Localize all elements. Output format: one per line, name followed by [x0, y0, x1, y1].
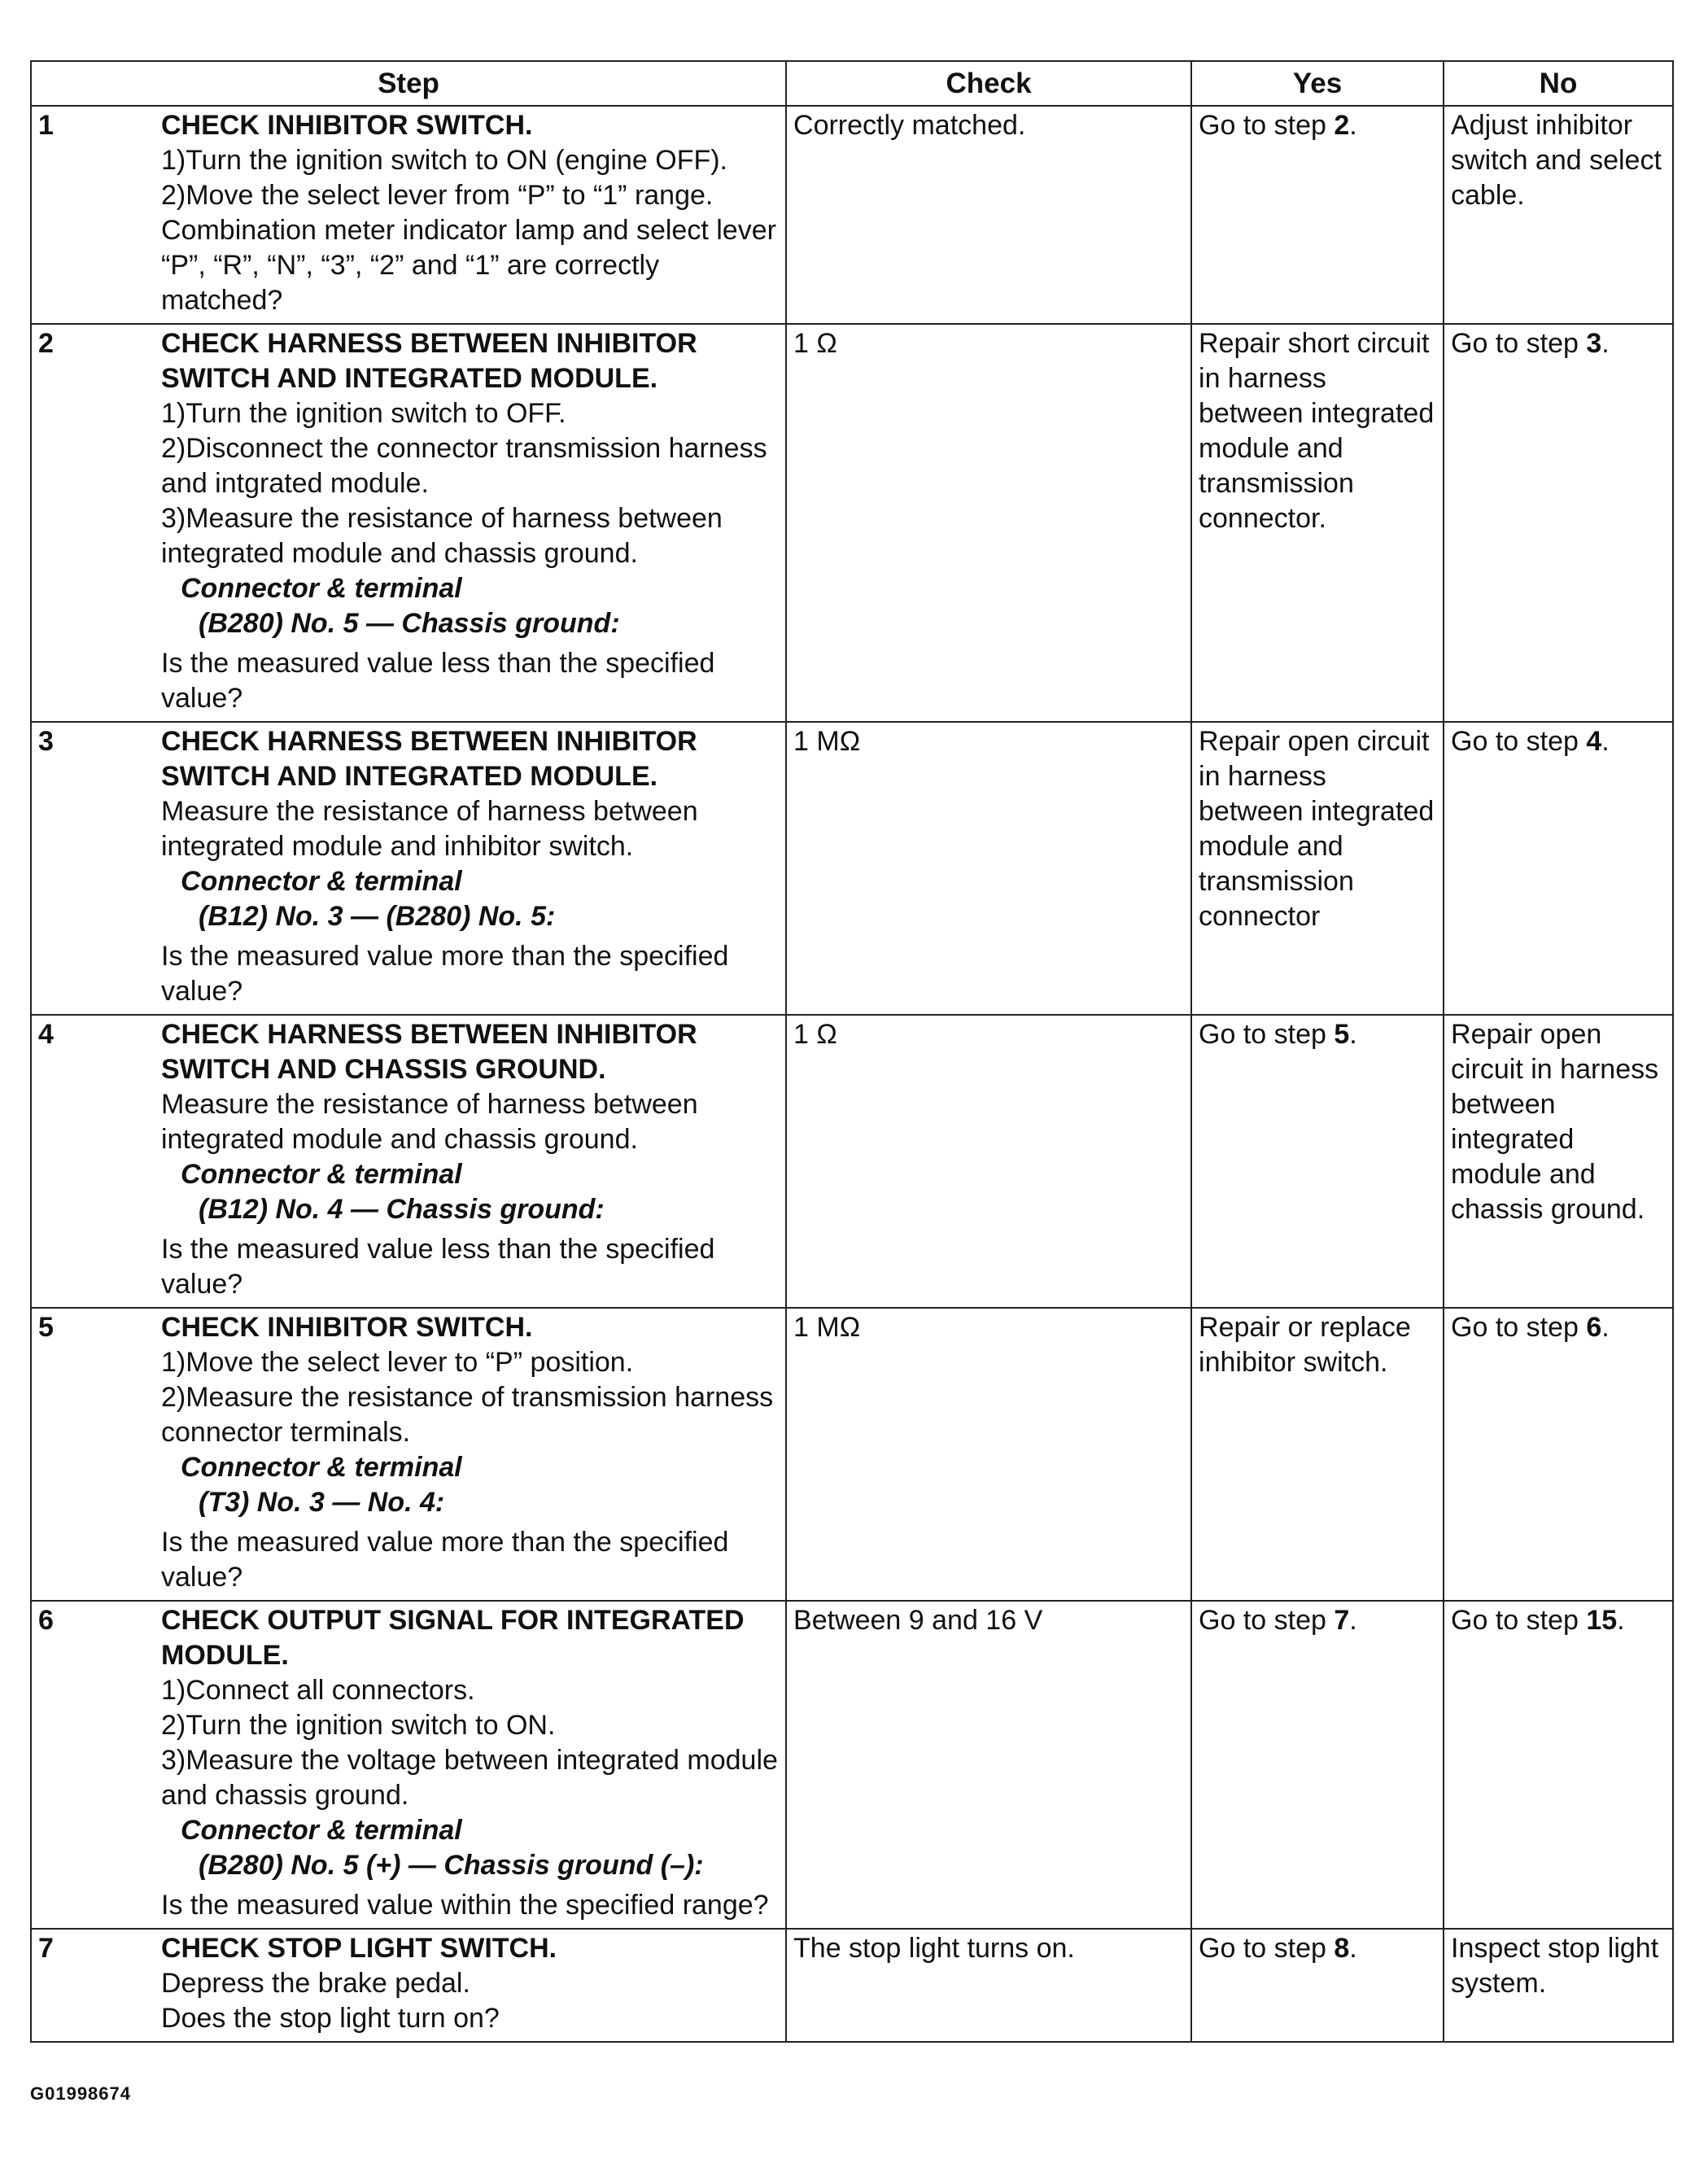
- step-instructions: [161, 1966, 779, 2001]
- step-cell: [155, 722, 786, 1015]
- yes-cell: [1191, 1601, 1444, 1929]
- no-text: Inspect stop light system.: [1451, 1933, 1659, 1999]
- yes-end: .: [1349, 1605, 1357, 1636]
- step-question: Is the measured value less than the specified value?: [161, 1234, 715, 1300]
- diagnostic-table-container: [30, 60, 1674, 2043]
- no-step-ref: 4: [1586, 726, 1602, 757]
- step-instructions: [161, 396, 779, 571]
- step-question: Is the measured value more than the specified value?: [161, 1527, 729, 1593]
- step-title: CHECK STOP LIGHT SWITCH.: [161, 1933, 557, 1964]
- yes-end: .: [1349, 1019, 1357, 1050]
- check-cell: [786, 324, 1191, 722]
- step-cell: [155, 324, 786, 722]
- connector-terminal-value: (B280) No. 5 (+) — Chassis ground (–):: [199, 1850, 704, 1881]
- step-cell: [155, 1015, 786, 1308]
- step-question: Combination meter indicator lamp and select lever “P”, “R”, “N”, “3”, “2” and “1” are correctly matched?: [161, 215, 776, 316]
- header-step: Step: [31, 61, 786, 106]
- step-title: CHECK HARNESS BETWEEN INHIBITOR SWITCH AND INTEGRATED MODULE.: [161, 726, 697, 792]
- step-title: CHECK INHIBITOR SWITCH.: [161, 1312, 533, 1343]
- check-cell: [786, 1601, 1191, 1929]
- instruction-line: 1)Move the select lever to “P” position.: [161, 1347, 634, 1378]
- no-end: .: [1617, 1605, 1625, 1636]
- step-number-text: 4: [38, 1019, 54, 1050]
- no-end: .: [1601, 726, 1610, 757]
- check-value: 1 Ω: [793, 328, 837, 359]
- yes-end: .: [1349, 1933, 1357, 1964]
- no-step-ref: 6: [1586, 1312, 1602, 1343]
- step-instructions: [161, 1673, 779, 1813]
- step-title: CHECK INHIBITOR SWITCH.: [161, 110, 533, 141]
- no-end: .: [1601, 328, 1610, 359]
- step-number-text: 2: [38, 328, 54, 359]
- table-body: [31, 106, 1673, 2042]
- step-number: [31, 722, 155, 1015]
- no-end: .: [1601, 1312, 1610, 1343]
- step-number: [31, 106, 155, 324]
- yes-text: Repair or replace inhibitor switch.: [1199, 1312, 1411, 1378]
- instruction-line: 1)Connect all connectors.: [161, 1675, 475, 1706]
- step-number-text: 3: [38, 726, 54, 757]
- step-title: CHECK OUTPUT SIGNAL FOR INTEGRATED MODULE.: [161, 1605, 745, 1671]
- connector-terminal-block: [161, 1450, 779, 1520]
- diagnostic-table: [30, 60, 1674, 2043]
- no-cell: [1444, 106, 1673, 324]
- header-row: [31, 61, 1673, 106]
- yes-text: Go to step: [1199, 1019, 1335, 1050]
- yes-cell: [1191, 1308, 1444, 1601]
- yes-text: Go to step: [1199, 1933, 1335, 1964]
- yes-step-ref: 2: [1334, 110, 1350, 141]
- check-cell: [786, 1015, 1191, 1308]
- check-value: 1 MΩ: [793, 1312, 861, 1343]
- table-row: [31, 324, 1673, 722]
- instruction-line: 1)Turn the ignition switch to ON (engine OFF).: [161, 145, 728, 176]
- step-cell: [155, 1929, 786, 2042]
- no-cell: [1444, 1601, 1673, 1929]
- yes-step-ref: 7: [1334, 1605, 1350, 1636]
- instruction-line: 2)Measure the resistance of transmission harness connector terminals.: [161, 1382, 774, 1448]
- connector-terminal-value: (B280) No. 5 — Chassis ground:: [199, 608, 620, 639]
- instruction-line: 2)Move the select lever from “P” to “1” range.: [161, 180, 714, 211]
- connector-terminal-label: Connector & terminal: [181, 1815, 462, 1846]
- step-question: Is the measured value less than the specified value?: [161, 648, 715, 714]
- no-text: Go to step: [1451, 1312, 1587, 1343]
- no-cell: [1444, 1015, 1673, 1308]
- instruction-line: Measure the resistance of harness between integrated module and chassis ground.: [161, 1089, 698, 1155]
- check-cell: [786, 722, 1191, 1015]
- step-number: [31, 1308, 155, 1601]
- check-value: Between 9 and 16 V: [793, 1605, 1043, 1636]
- check-cell: [786, 1929, 1191, 2042]
- yes-text: Go to step: [1199, 110, 1335, 141]
- instruction-line: 1)Turn the ignition switch to OFF.: [161, 398, 566, 429]
- no-text: Adjust inhibitor switch and select cable.: [1451, 110, 1662, 211]
- no-text: Go to step: [1451, 726, 1587, 757]
- header-yes: Yes: [1191, 61, 1444, 106]
- instruction-line: 2)Turn the ignition switch to ON.: [161, 1710, 556, 1741]
- yes-text: Repair open circuit in harness between integrated module and transmission connector: [1199, 726, 1435, 932]
- yes-text: Go to step: [1199, 1605, 1335, 1636]
- connector-terminal-value: (B12) No. 3 — (B280) No. 5:: [199, 901, 556, 932]
- step-instructions: [161, 1345, 779, 1450]
- step-number-text: 1: [38, 110, 54, 141]
- yes-cell: [1191, 106, 1444, 324]
- instruction-line: 3)Measure the voltage between integrated module and chassis ground.: [161, 1745, 778, 1811]
- step-question: Is the measured value within the specified range?: [161, 1890, 769, 1921]
- step-number-text: 5: [38, 1312, 54, 1343]
- table-row: [31, 1929, 1673, 2042]
- step-title: CHECK HARNESS BETWEEN INHIBITOR SWITCH AND INTEGRATED MODULE.: [161, 328, 697, 394]
- step-number-text: 7: [38, 1933, 54, 1964]
- table-row: [31, 106, 1673, 324]
- connector-terminal-block: [161, 571, 779, 641]
- instruction-line: 2)Disconnect the connector transmission harness and intgrated module.: [161, 433, 767, 499]
- header-no: No: [1444, 61, 1673, 106]
- instruction-line: Depress the brake pedal.: [161, 1968, 470, 1999]
- no-cell: [1444, 1308, 1673, 1601]
- no-cell: [1444, 324, 1673, 722]
- no-text: Go to step: [1451, 328, 1587, 359]
- connector-terminal-block: [161, 864, 779, 934]
- check-value: 1 Ω: [793, 1019, 837, 1050]
- step-instructions: [161, 794, 779, 864]
- step-number-text: 6: [38, 1605, 54, 1636]
- no-text: Go to step: [1451, 1605, 1587, 1636]
- no-step-ref: 3: [1586, 328, 1602, 359]
- check-cell: [786, 106, 1191, 324]
- check-value: Correctly matched.: [793, 110, 1026, 141]
- yes-end: .: [1349, 110, 1357, 141]
- step-cell: [155, 106, 786, 324]
- connector-terminal-label: Connector & terminal: [181, 1159, 462, 1190]
- connector-terminal-block: [161, 1157, 779, 1227]
- step-number: [31, 324, 155, 722]
- table-row: [31, 1015, 1673, 1308]
- connector-terminal-label: Connector & terminal: [181, 1452, 462, 1483]
- yes-text: Repair short circuit in harness between integrated module and transmission connector.: [1199, 328, 1435, 534]
- table-row: [31, 1308, 1673, 1601]
- step-instructions: [161, 1087, 779, 1157]
- check-value: The stop light turns on.: [793, 1933, 1075, 1964]
- no-cell: [1444, 1929, 1673, 2042]
- no-cell: [1444, 722, 1673, 1015]
- connector-terminal-value: (B12) No. 4 — Chassis ground:: [199, 1194, 605, 1225]
- step-number: [31, 1601, 155, 1929]
- step-cell: [155, 1601, 786, 1929]
- no-step-ref: 15: [1586, 1605, 1618, 1636]
- yes-cell: [1191, 1929, 1444, 2042]
- yes-step-ref: 5: [1334, 1019, 1350, 1050]
- instruction-line: Measure the resistance of harness between integrated module and inhibitor switch.: [161, 796, 698, 862]
- connector-terminal-label: Connector & terminal: [181, 866, 462, 897]
- yes-step-ref: 8: [1334, 1933, 1350, 1964]
- step-cell: [155, 1308, 786, 1601]
- yes-cell: [1191, 1015, 1444, 1308]
- step-question: Does the stop light turn on?: [161, 2003, 500, 2034]
- table-row: [31, 1601, 1673, 1929]
- step-instructions: [161, 143, 779, 213]
- connector-terminal-label: Connector & terminal: [181, 573, 462, 604]
- no-text: Repair open circuit in harness between integrated module and chassis ground.: [1451, 1019, 1659, 1225]
- figure-code: G01998674: [30, 2083, 131, 2104]
- instruction-line: 3)Measure the resistance of harness between integrated module and chassis ground.: [161, 503, 723, 569]
- step-question: Is the measured value more than the specified value?: [161, 941, 729, 1007]
- step-number: [31, 1015, 155, 1308]
- check-value: 1 MΩ: [793, 726, 861, 757]
- table-row: [31, 722, 1673, 1015]
- connector-terminal-block: [161, 1813, 779, 1883]
- yes-cell: [1191, 722, 1444, 1015]
- header-check: Check: [786, 61, 1191, 106]
- step-title: CHECK HARNESS BETWEEN INHIBITOR SWITCH AND CHASSIS GROUND.: [161, 1019, 697, 1085]
- yes-cell: [1191, 324, 1444, 722]
- step-number: [31, 1929, 155, 2042]
- check-cell: [786, 1308, 1191, 1601]
- connector-terminal-value: (T3) No. 3 — No. 4:: [199, 1487, 445, 1518]
